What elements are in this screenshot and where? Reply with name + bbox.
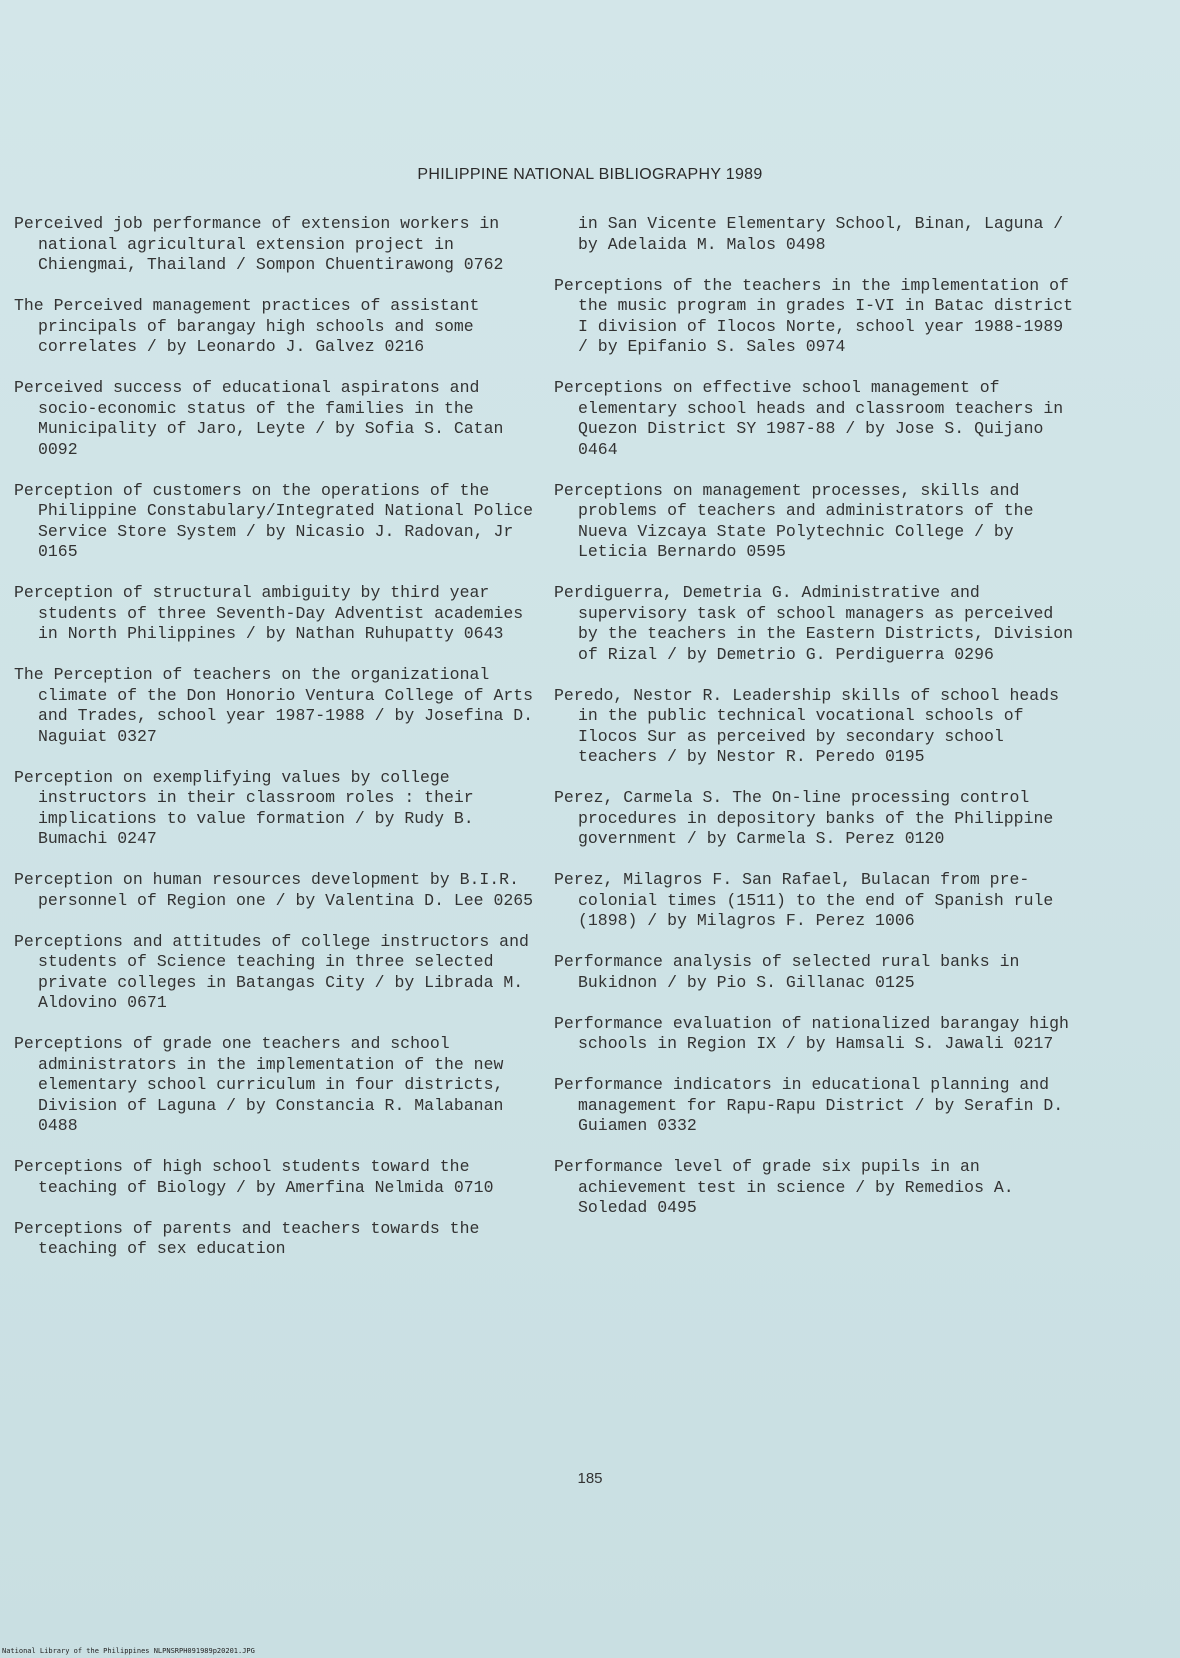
bibliography-entry: Performance indicators in educational planning and management for Rapu-Rapu District / by Serafin D. Guiamen 0332 bbox=[554, 1075, 1074, 1135]
bibliography-entry: Perceived job performance of extension workers in national agricultural extension project in Chiengmai, Thailand / Sompon Chuentirawong 0762 bbox=[14, 214, 510, 274]
bibliography-entry: Perception on exemplifying values by college instructors in their classroom roles : their implications to value formation / by Rudy B. Bumachi 0247 bbox=[14, 767, 484, 848]
bibliography-entry: Perception of customers on the operations of the Philippine Constabulary/Integrated National Police Service Store System / by Nicasio J. Radovan, Jr 0165 bbox=[14, 480, 543, 561]
left-column bbox=[14, 214, 543, 1280]
bibliography-entry: Peredo, Nestor R. Leadership skills of school heads in the public technical vocational schools of Ilocos Sur as perceived by secondary school teachers / by Nestor R. Peredo 0195 bbox=[554, 685, 1069, 766]
bibliography-entry: Perception of structural ambiguity by third year students of three Seventh-Day Adventist academies in North Philippines / by Nathan Ruhupatty 0643 bbox=[14, 583, 534, 643]
bibliography-entry: Perceptions of parents and teachers towards the teaching of sex education bbox=[14, 1218, 490, 1258]
bibliography-entry: Perceptions of high school students toward the teaching of Biology / by Amerfina Nelmida 0710 bbox=[14, 1157, 494, 1197]
bibliography-entry: Perceptions of the teachers in the implementation of the music program in grades I-VI in Batac district I division of Ilocos Norte, school year 1988-1989 / by Epifanio S. Sales 0974 bbox=[554, 275, 1083, 356]
page-header: PHILIPPINE NATIONAL BIBLIOGRAPHY 1989 bbox=[417, 166, 763, 183]
bibliography-entry: Perceptions on effective school management of elementary school heads and classroom teachers in Quezon District SY 1987-88 / by Jose S. Quijano 0464 bbox=[554, 378, 1074, 459]
bibliography-entry: Performance level of grade six pupils in an achievement test in science / by Remedios A. Soledad 0495 bbox=[554, 1157, 1024, 1217]
bibliography-entry: The Perception of teachers on the organizational climate of the Don Honorio Ventura College of Arts and Trades, school year 1987-1988 / by Josefina D. Naguiat 0327 bbox=[14, 665, 543, 746]
bibliography-entry: in San Vicente Elementary School, Binan, Laguna / by Adelaida M. Malos 0498 bbox=[578, 214, 1074, 254]
bibliography-entry: Perceptions on management processes, skills and problems of teachers and administrators of the Nueva Vizcaya State Polytechnic College / by Leticia Bernardo 0595 bbox=[554, 480, 1044, 561]
page-number: 185 bbox=[577, 1470, 603, 1487]
right-column bbox=[554, 214, 1083, 1239]
bibliography-entry: Perez, Milagros F. San Rafael, Bulacan from pre-colonial times (1511) to the end of Spanish rule (1898) / by Milagros F. Perez 1006 bbox=[554, 870, 1064, 930]
bibliography-entry: Perdiguerra, Demetria G. Administrative and supervisory task of school managers as perceived by the teachers in the Eastern Districts, Division of Rizal / by Demetrio G. Perdiguerra 0296 bbox=[554, 583, 1083, 664]
bibliography-entry: Perceptions and attitudes of college instructors and students of Science teaching in three selected private colleges in Batangas City / by Librada M. Aldovino 0671 bbox=[14, 931, 539, 1012]
bibliography-entry: Perceptions of grade one teachers and school administrators in the implementation of the new elementary school curriculum in four districts, Division of Laguna / by Constancia R. Malabanan 0488 bbox=[14, 1034, 514, 1135]
bibliography-entry: Performance analysis of selected rural banks in Bukidnon / by Pio S. Gillanac 0125 bbox=[554, 952, 1030, 992]
bibliography-entry: Perez, Carmela S. The On-line processing control procedures in depository banks of the Philippine government / by Carmela S. Perez 0120 bbox=[554, 788, 1064, 848]
bibliography-entry: Perceived success of educational aspiratons and socio-economic status of the families in the Municipality of Jaro, Leyte / by Sofia S. Catan 0092 bbox=[14, 378, 514, 459]
bibliography-entry: Performance evaluation of nationalized barangay high schools in Region IX / by Hamsali S. Jawali 0217 bbox=[554, 1013, 1079, 1053]
bibliography-entry: The Perceived management practices of assistant principals of barangay high schools and some correlates / by Leonardo J. Galvez 0216 bbox=[14, 296, 490, 356]
bibliography-entry: Perception on human resources development by B.I.R. personnel of Region one / by Valentina D. Lee 0265 bbox=[14, 870, 534, 910]
scan-footer: National Library of the Philippines NLPNSRPH091989p20201.JPG bbox=[2, 1647, 255, 1655]
